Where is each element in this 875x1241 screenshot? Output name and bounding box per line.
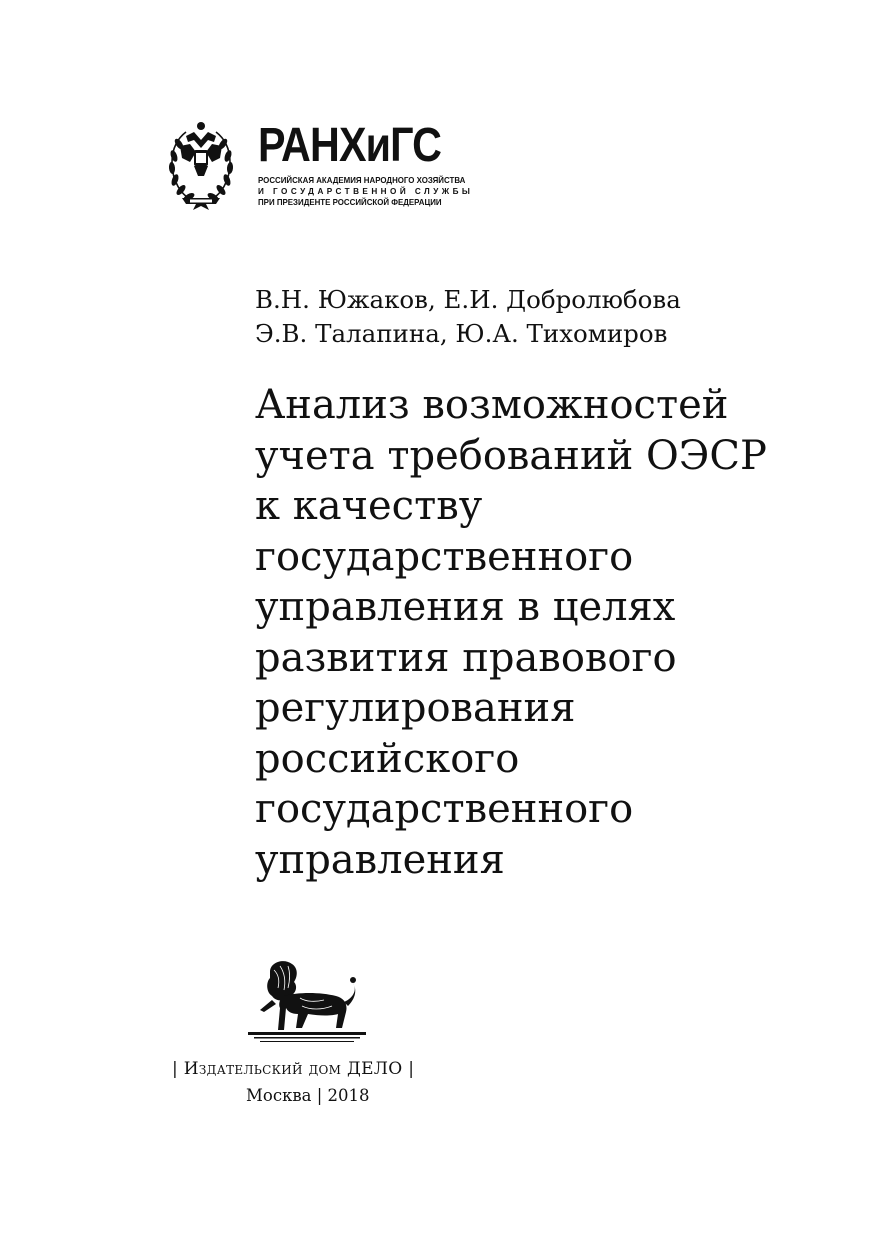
publisher-name: Издательский дом ДЕЛО bbox=[183, 1059, 403, 1079]
title-line-8: российского bbox=[255, 735, 520, 782]
publisher-right-bar: | bbox=[408, 1059, 415, 1079]
academy-name-line-3: ПРИ ПРЕЗИДЕНТЕ РОССИЙСКОЙ ФЕДЕРАЦИИ bbox=[258, 197, 442, 207]
title-line-6: развития правового bbox=[255, 634, 677, 681]
title-line-5: управления в целях bbox=[255, 584, 676, 630]
title-line-10: управления bbox=[255, 836, 505, 883]
academy-name-line-1: РОССИЙСКАЯ АКАДЕМИЯ НАРОДНОГО ХОЗЯЙСТВА bbox=[258, 175, 466, 185]
title-line-2: учета требований ОЭСР bbox=[255, 432, 767, 479]
authors-line-1: В.Н. Южаков, Е.И. Добролюбова bbox=[255, 285, 681, 314]
title-line-9: государственного bbox=[255, 786, 634, 832]
ranepa-emblem-icon bbox=[166, 118, 236, 210]
lion-logo-icon bbox=[240, 958, 370, 1048]
ranepa-wordmark: РАНХиГС bbox=[258, 119, 442, 172]
publisher-left-bar: | bbox=[172, 1059, 179, 1079]
book-title bbox=[255, 380, 815, 885]
title-line-3: к качеству bbox=[255, 483, 483, 529]
city-year: Москва | 2018 bbox=[246, 1086, 370, 1105]
publisher-name-line bbox=[172, 1057, 442, 1081]
authors bbox=[255, 283, 681, 351]
title-line-1: Анализ возможностей bbox=[255, 382, 729, 428]
title-line-7: регулирования bbox=[255, 685, 576, 731]
title-line-4: государственного bbox=[255, 533, 634, 580]
academy-name-line-2: И ГОСУДАРСТВЕННОЙ СЛУЖБЫ bbox=[258, 186, 474, 196]
authors-line-2: Э.В. Талапина, Ю.А. Тихомиров bbox=[255, 319, 668, 348]
ranepa-logo bbox=[166, 118, 476, 213]
